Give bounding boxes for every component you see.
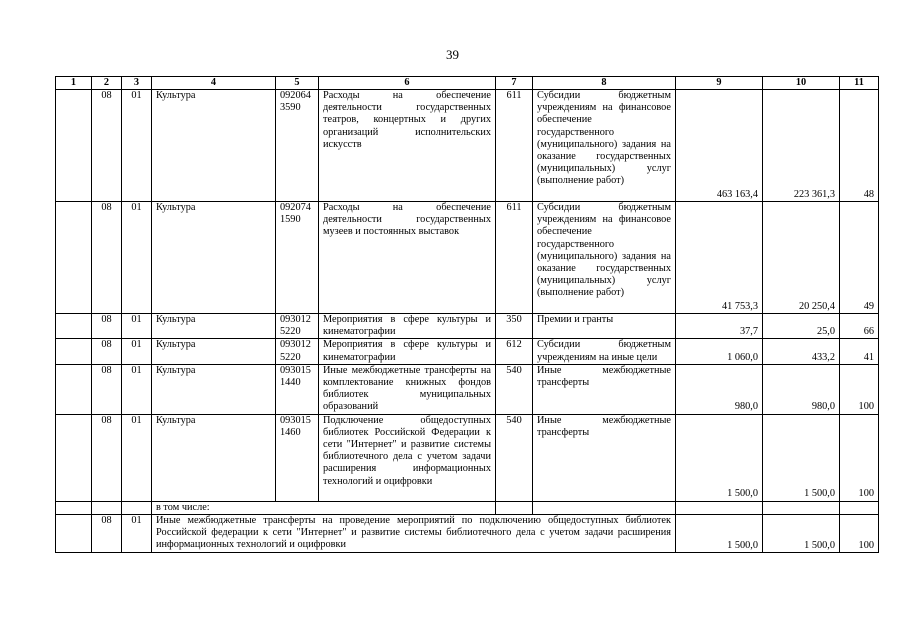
detail-row (56, 514, 879, 552)
expense-description: Подключение общедоступных библиотек Российской Федерации к сети "Интернет" и развитие системы библиотечного дела с учетом задачи расширения информационных технологий и оцифровки (319, 414, 496, 501)
plan-amount: 1 500,0 (676, 414, 763, 501)
plan-amount: 980,0 (676, 364, 763, 414)
expense-description: Мероприятия в сфере культуры и кинематографии (319, 339, 496, 364)
header-cell: 11 (840, 77, 879, 90)
header-cell: 7 (496, 77, 533, 90)
budget-table (55, 76, 879, 553)
expense-type-code: 350 (496, 314, 533, 339)
section-name: Культура (152, 339, 276, 364)
subsection-code: 01 (122, 364, 152, 414)
expense-type-code: 611 (496, 202, 533, 314)
actual-amount: 433,2 (763, 339, 840, 364)
table-row (56, 364, 879, 414)
expense-description: Расходы на обеспечение деятельности государственных музеев и постоянных выставок (319, 202, 496, 314)
percent: 100 (840, 514, 879, 552)
plan-amount: 463 163,4 (676, 90, 763, 202)
expense-description: Иные межбюджетные трансферты на комплектование книжных фондов библиотек муниципальных образований (319, 364, 496, 414)
expense-type-name: Субсидии бюджетным учреждениям на финансовое обеспечение государственного (муниципального) задания на оказание государственных (муниципальных) услуг (выполнение работ) (533, 90, 676, 202)
table-row (56, 90, 879, 202)
expense-type-name: Субсидии бюджетным учреждениям на финансовое обеспечение государственного (муниципального) задания на оказание государственных (муниципальных) услуг (выполнение работ) (533, 202, 676, 314)
subsection-code: 01 (122, 339, 152, 364)
actual-amount: 223 361,3 (763, 90, 840, 202)
actual-amount: 1 500,0 (763, 414, 840, 501)
header-cell: 9 (676, 77, 763, 90)
subsection-code: 01 (122, 414, 152, 501)
section-name: Культура (152, 90, 276, 202)
expense-type-name: Премии и гранты (533, 314, 676, 339)
percent: 48 (840, 90, 879, 202)
target-code: 092064 3590 (276, 90, 319, 202)
section-code: 08 (92, 414, 122, 501)
section-code: 08 (92, 364, 122, 414)
expense-type-code: 612 (496, 339, 533, 364)
header-cell: 2 (92, 77, 122, 90)
section-code: 08 (92, 339, 122, 364)
table-row (56, 314, 879, 339)
expense-type-name: Иные межбюджетные трансферты (533, 414, 676, 501)
table-row (56, 414, 879, 501)
target-code: 093015 1440 (276, 364, 319, 414)
header-cell: 4 (152, 77, 276, 90)
actual-amount: 980,0 (763, 364, 840, 414)
header-row (56, 77, 879, 90)
subsection-code: 01 (122, 90, 152, 202)
expense-type-name: Иные межбюджетные трансферты (533, 364, 676, 414)
target-code: 093012 5220 (276, 314, 319, 339)
percent: 49 (840, 202, 879, 314)
plan-amount: 1 500,0 (676, 514, 763, 552)
subsection-code: 01 (122, 314, 152, 339)
expense-type-code: 540 (496, 364, 533, 414)
target-code: 093015 1460 (276, 414, 319, 501)
header-cell: 5 (276, 77, 319, 90)
percent: 41 (840, 339, 879, 364)
subtotal-label-row (56, 501, 879, 514)
subtotal-label: в том числе: (152, 501, 496, 514)
plan-amount: 1 060,0 (676, 339, 763, 364)
section-name: Культура (152, 314, 276, 339)
expense-description: Расходы на обеспечение деятельности государственных театров, концертных и других организаций исполнительских искусств (319, 90, 496, 202)
section-name: Культура (152, 414, 276, 501)
actual-amount: 20 250,4 (763, 202, 840, 314)
header-cell: 10 (763, 77, 840, 90)
expense-type-code: 611 (496, 90, 533, 202)
expense-type-code: 540 (496, 414, 533, 501)
section-code: 08 (92, 202, 122, 314)
section-name: Культура (152, 202, 276, 314)
table-row (56, 202, 879, 314)
detail-description: Иные межбюджетные трансферты на проведение мероприятий по подключению общедоступных библиотек Российской федерации к сети "Интернет" и развитие системы библиотечного дела с учетом задачи расширения информационных технологий и оцифровки (152, 514, 676, 552)
header-cell: 8 (533, 77, 676, 90)
expense-type-name: Субсидии бюджетным учреждениям на иные цели (533, 339, 676, 364)
section-code: 08 (92, 314, 122, 339)
table-row (56, 339, 879, 364)
target-code: 092074 1590 (276, 202, 319, 314)
actual-amount: 1 500,0 (763, 514, 840, 552)
target-code: 093012 5220 (276, 339, 319, 364)
percent: 100 (840, 364, 879, 414)
subsection-code: 01 (122, 514, 152, 552)
header-cell: 6 (319, 77, 496, 90)
page-number: 39 (446, 47, 459, 62)
expense-description: Мероприятия в сфере культуры и кинематографии (319, 314, 496, 339)
plan-amount: 37,7 (676, 314, 763, 339)
section-code: 08 (92, 514, 122, 552)
header-cell: 3 (122, 77, 152, 90)
header-cell: 1 (56, 77, 92, 90)
plan-amount: 41 753,3 (676, 202, 763, 314)
section-name: Культура (152, 364, 276, 414)
subsection-code: 01 (122, 202, 152, 314)
actual-amount: 25,0 (763, 314, 840, 339)
percent: 100 (840, 414, 879, 501)
percent: 66 (840, 314, 879, 339)
section-code: 08 (92, 90, 122, 202)
